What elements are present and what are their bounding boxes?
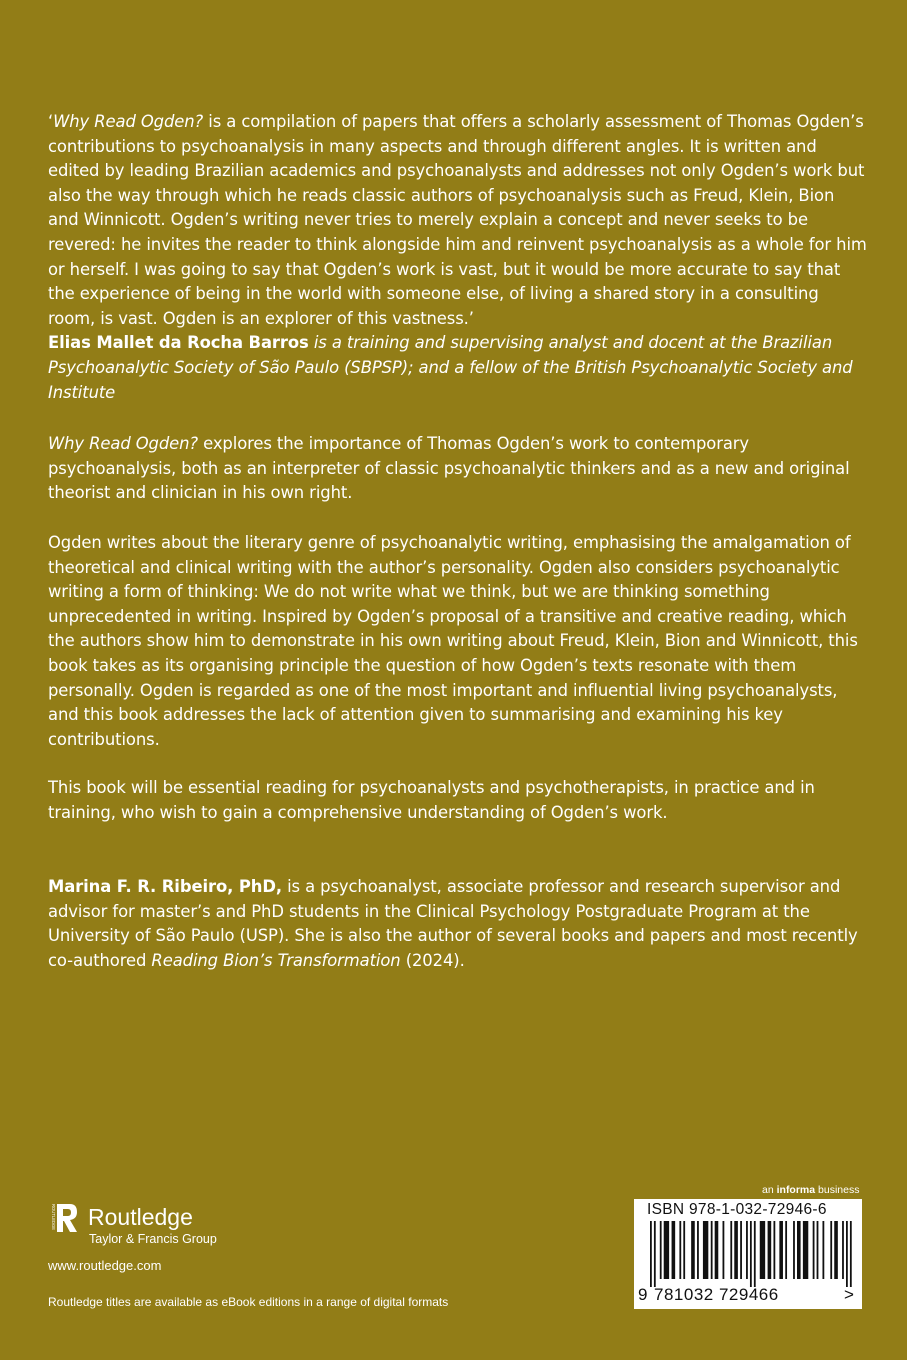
barcode-bar <box>803 1221 808 1279</box>
barcode-bar <box>711 1221 713 1279</box>
barcode-bar <box>697 1221 699 1279</box>
quote-open-mark: ‘ <box>48 112 54 131</box>
barcode-bar <box>730 1221 732 1279</box>
barcode-bar <box>797 1221 801 1279</box>
publisher-name: Routledge <box>88 1204 193 1230</box>
logo-vertical-text: ROUTLEDGE <box>51 1204 56 1231</box>
informa-prefix: an <box>762 1184 777 1196</box>
barcode-bar <box>842 1221 844 1279</box>
quote-author-desc: is a training and supervising analyst and docent at the Brazilian Psychoanalytic Society of São Paulo (SBPSP); and a fellow of the British Psychoanalytic Society and Institute <box>48 333 853 402</box>
quote-book-title: Why Read Ogden? <box>53 112 204 131</box>
barcode-bar <box>650 1221 652 1287</box>
barcode-bar <box>813 1221 815 1279</box>
barcode-bar <box>746 1221 748 1279</box>
informa-suffix: business <box>815 1184 860 1196</box>
description-paragraph-2: Ogden writes about the literary genre of psychoanalytic writing, emphasising the amalgamation of theoretical and clinical writing with the author’s personality. Ogden also considers psychoanalytic writing a form of thinking: We do not write what we think, but we are thinking something unprecedented in writing. Inspired by Ogden’s proposal of a transitive and creative reading, which the authors show him to demonstrate in his own writing about Freud, Klein, Bion and Winnicott, this book takes as its organising principle the question of how Ogden’s texts resonate with them personally. Ogden is regarded as one of the most important and influential living psychoanalysts, and this book addresses the lack of attention given to summarising and examining his key contributions. <box>48 533 858 749</box>
barcode-bar <box>740 1221 742 1279</box>
barcode-bar <box>785 1221 787 1279</box>
barcode-bar <box>773 1221 775 1279</box>
author-bio <box>48 875 868 973</box>
barcode-bar <box>846 1221 848 1287</box>
informa-business-label <box>762 1184 859 1196</box>
desc-book-title: Why Read Ogden? <box>48 434 199 453</box>
endorsement-quote <box>48 110 868 405</box>
barcode-bar <box>850 1221 852 1287</box>
barcode-bar <box>660 1221 662 1279</box>
isbn-barcode <box>634 1199 862 1309</box>
author-text: is a psychoanalyst, associate professor and research supervisor and advisor for master’s and PhD students in the Clinical Psychology Postgraduate Program at the University of São Paulo (USP). She is also the author of several books and papers and most recently co-authored <box>48 877 858 970</box>
author-book-title: Reading Bion’s Transformation <box>151 950 401 970</box>
barcode-bars <box>642 1221 854 1287</box>
barcode-digits <box>634 1285 862 1309</box>
barcode-bar <box>793 1221 795 1279</box>
desc-p1-text: explores the importance of Thomas Ogden’s work to contemporary psychoanalysis, both as an interpreter of classic psychoanalytic thinkers and as a new and original theorist and clinician in his own right. <box>48 434 850 503</box>
barcode-bar <box>754 1221 756 1287</box>
barcode-bar <box>679 1221 681 1279</box>
publisher-group: Taylor & Francis Group <box>89 1232 217 1246</box>
barcode-bar <box>715 1221 719 1279</box>
barcode-digits-rest: 781032 729466 <box>654 1285 779 1304</box>
barcode-bar <box>703 1221 708 1279</box>
description-paragraph-3: This book will be essential reading for psychoanalysts and psychotherapists, in practice and in training, who wish to gain a comprehensive understanding of Ogden’s work. <box>48 778 815 822</box>
barcode-bar <box>822 1221 824 1279</box>
barcode-bar <box>760 1221 765 1279</box>
barcode-bar <box>723 1221 725 1279</box>
barcode-bar <box>664 1221 669 1279</box>
barcode-bar <box>654 1221 656 1287</box>
barcode-bar <box>672 1221 676 1279</box>
barcode-bar <box>834 1221 838 1279</box>
author-name: Marina F. R. Ribeiro, PhD, <box>48 877 282 896</box>
author-book-year: (2024). <box>400 950 465 970</box>
barcode-bar <box>830 1221 832 1279</box>
informa-brand: informa <box>776 1184 816 1196</box>
quote-author-name: Elias Mallet da Rocha Barros <box>48 333 309 353</box>
publisher-block <box>48 1200 348 1260</box>
barcode-bar <box>768 1221 772 1279</box>
barcode-bar <box>734 1221 738 1279</box>
routledge-logo-icon <box>48 1202 78 1252</box>
barcode-bar <box>779 1221 783 1279</box>
quote-text: is a compilation of papers that offers a scholarly assessment of Thomas Ogden’s contributions to psychoanalysis in many aspects and through different angles. It is written and edited by leading Brazilian academics and psychoanalysts and addresses not only Ogden’s work but also the way through which he reads classic authors of psychoanalysis such as Freud, Klein, Bion and Winnicott. Ogden’s writing never tries to merely explain a concept and never seeks to be revered: he invites the reader to think alongside him and reinvent psychoanalysis as a whole for him or herself. I was going to say that Ogden’s work is vast, but it would be more accurate to say that the experience of being in the world with someone else, of living a shared story in a consulting room, is vast. Ogden is an explorer of this vastness.’ <box>48 112 867 328</box>
barcode-bar <box>683 1221 685 1279</box>
isbn-label: ISBN 978-1-032-72946-6 <box>647 1201 827 1218</box>
barcode-bar <box>750 1221 752 1287</box>
publisher-url[interactable]: www.routledge.com <box>48 1258 162 1273</box>
barcode-arrow: > <box>844 1285 854 1304</box>
barcode-bar <box>691 1221 695 1279</box>
description-paragraph-1 <box>48 432 868 506</box>
barcode-digit-first: 9 <box>638 1285 648 1304</box>
ebook-note: Routledge titles are available as eBook editions in a range of digital formats <box>48 1295 449 1309</box>
barcode-bar <box>817 1221 819 1279</box>
